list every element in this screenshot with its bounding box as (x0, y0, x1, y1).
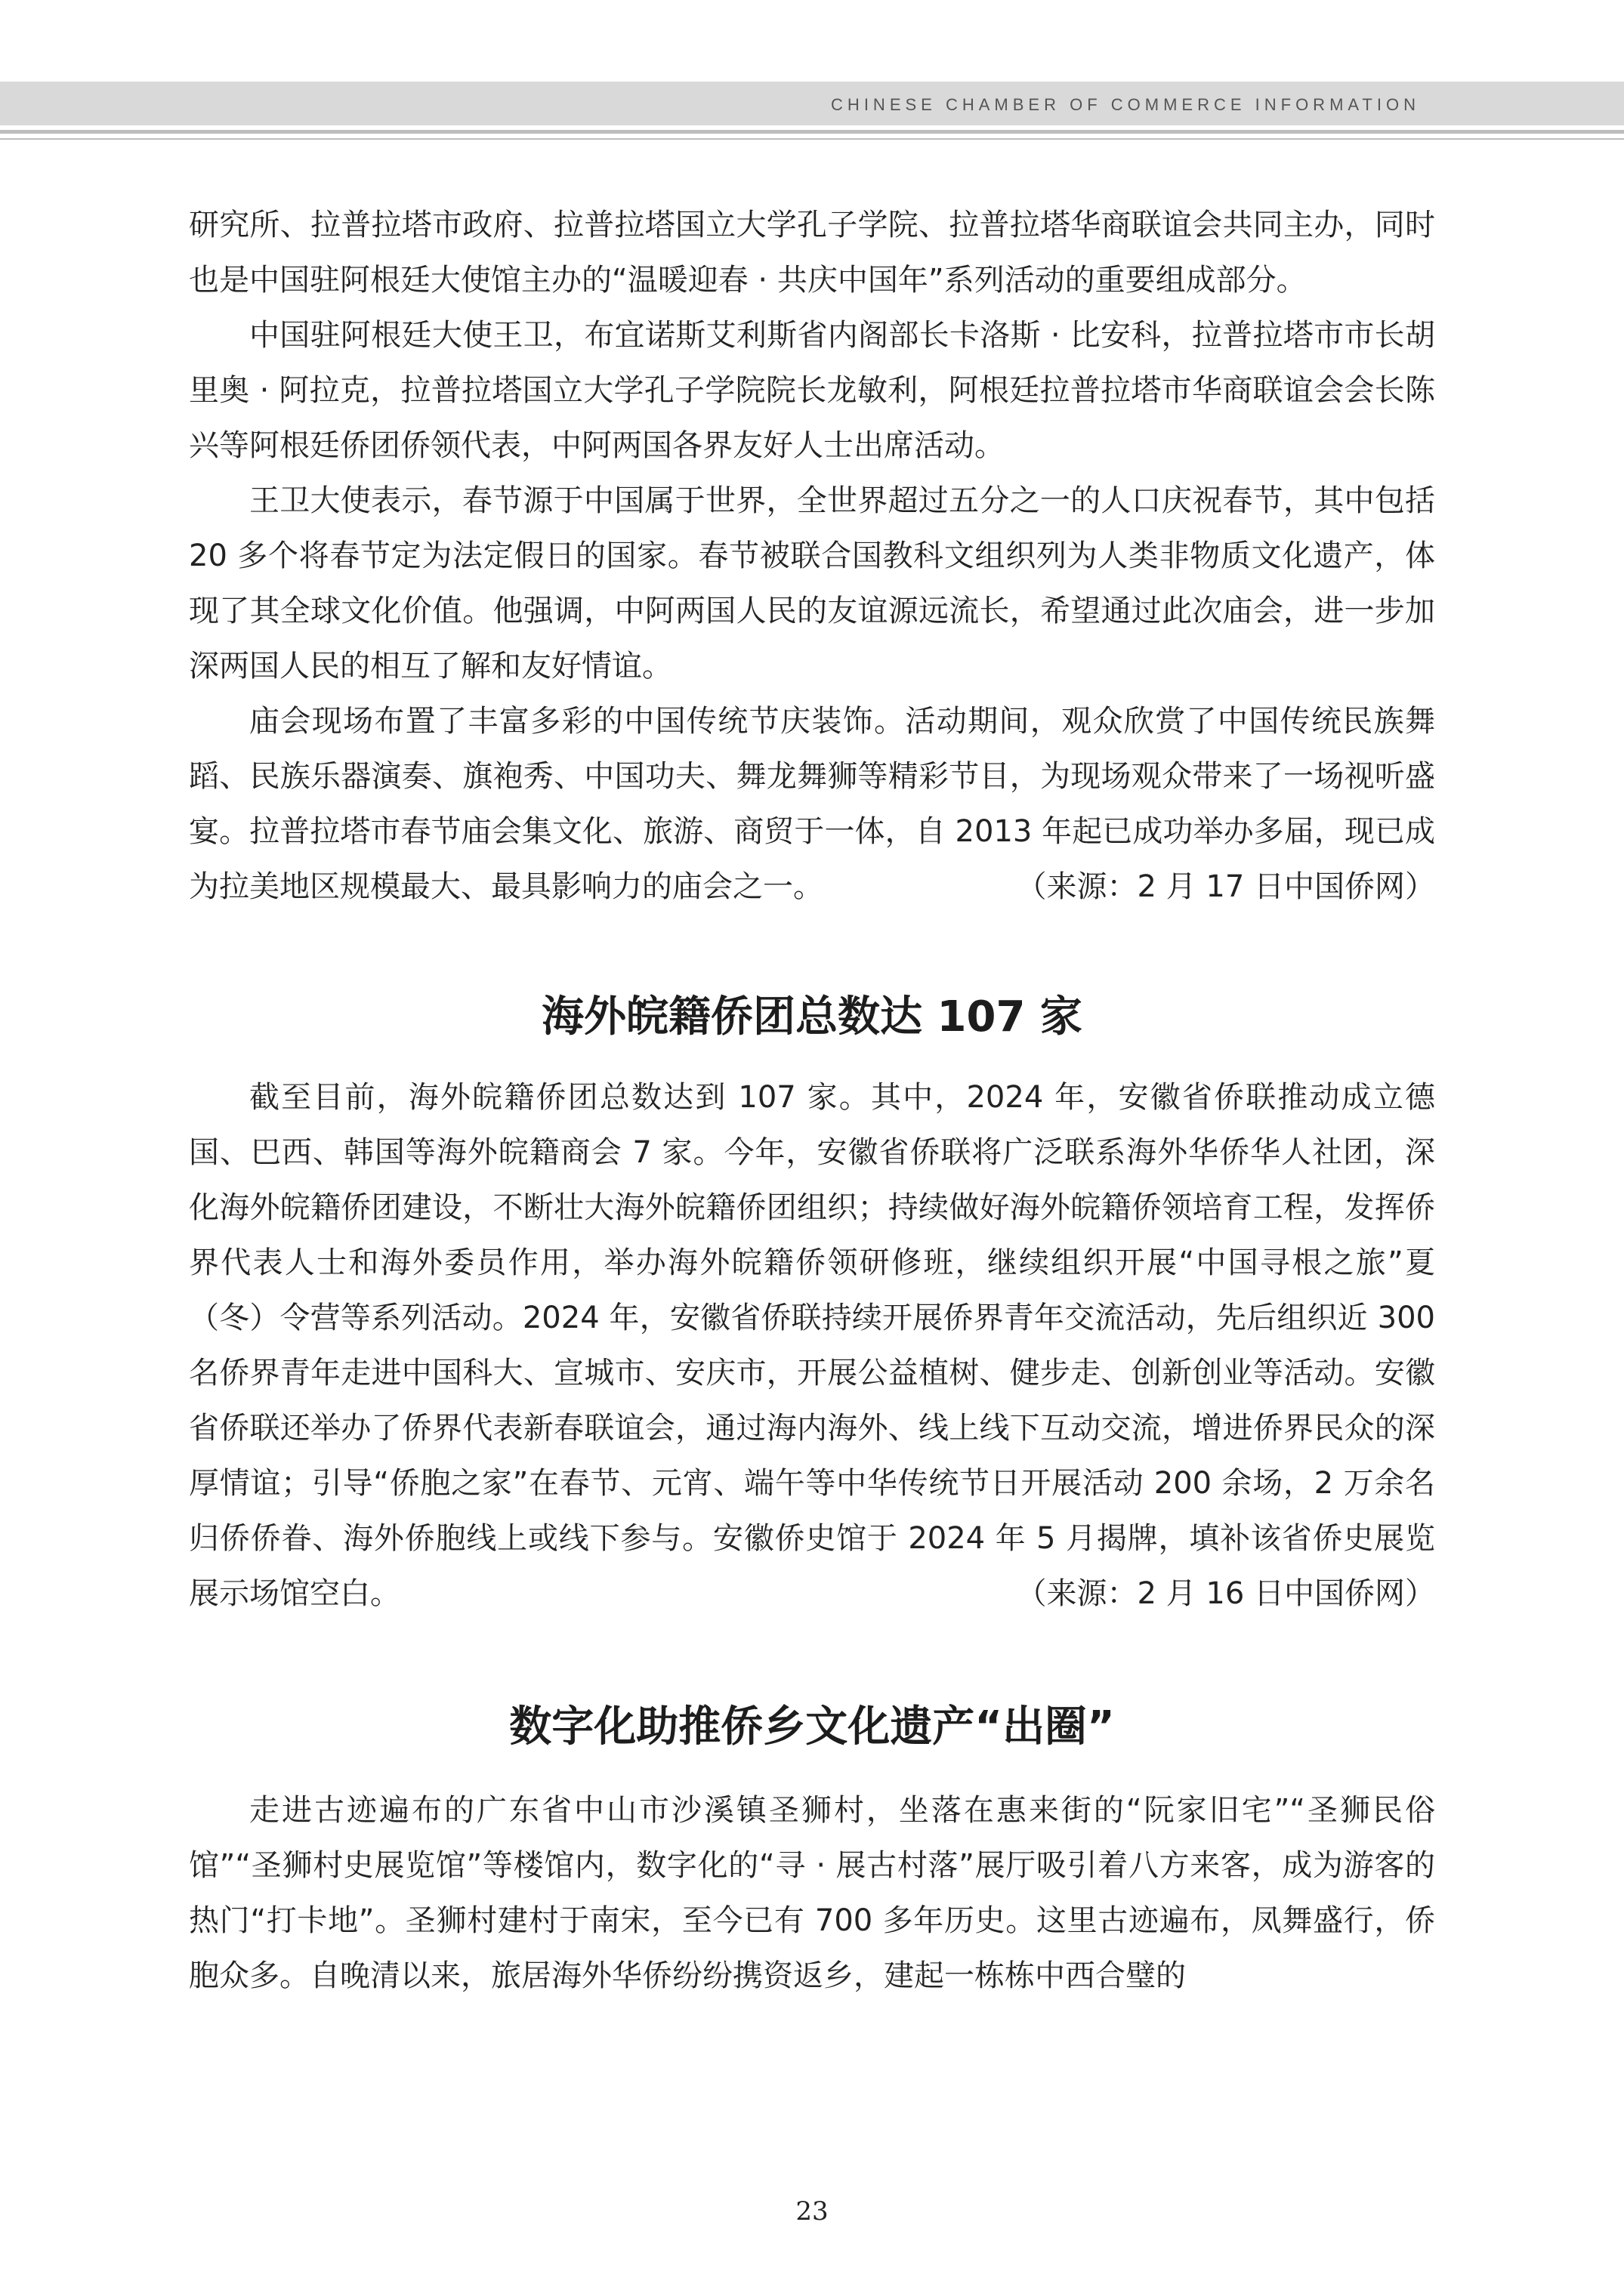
article-1-paragraph-2: 中国驻阿根廷大使王卫，布宜诺斯艾利斯省内阁部长卡洛斯 · 比安科，拉普拉塔市市长胡里奥 · 阿拉克，拉普拉塔国立大学孔子学院院长龙敏利，阿根廷拉普拉塔市华商联谊会会长陈兴等阿根廷侨团侨领代表，中阿两国各界友好人士出席活动。 (189, 318, 1435, 463)
article-1-paragraph-3: 王卫大使表示，春节源于中国属于世界，全世界超过五分之一的人口庆祝春节，其中包括 20 多个将春节定为法定假日的国家。春节被联合国教科文组织列为人类非物质文化遗产，体现了其全球文化价值。他强调，中阿两国人民的友谊源远流长，希望通过此次庙会，进一步加深两国人民的相互了解和友好情谊。 (189, 483, 1435, 684)
page-content (189, 198, 1435, 2004)
article-1-source: （来源：2 月 17 日中国侨网） (1016, 869, 1435, 904)
article-2-source: （来源：2 月 16 日中国侨网） (1016, 1576, 1435, 1611)
article-1-paragraph-4: 庙会现场布置了丰富多彩的中国传统节庆装饰。活动期间，观众欣赏了中国传统民族舞蹈、民族乐器演奏、旗袍秀、中国功夫、舞龙舞狮等精彩节目，为现场观众带来了一场视听盛宴。拉普拉塔市春节庙会集文化、旅游、商贸于一体，自 2013 年起已成功举办多届，现已成为拉美地区规模最大、最具影响力的庙会之一。 (189, 704, 1435, 904)
article-3-title: 数字化助推侨乡文化遗产“出圈” (509, 1702, 1115, 1751)
header-rule-thin (0, 138, 1624, 140)
publication-name: CHINESE CHAMBER OF COMMERCE INFORMATION (831, 95, 1420, 114)
article-1-paragraph-1: 研究所、拉普拉塔市政府、拉普拉塔国立大学孔子学院、拉普拉塔华商联谊会共同主办，同时也是中国驻阿根廷大使馆主办的“温暖迎春 · 共庆中国年”系列活动的重要组成部分。 (189, 208, 1435, 298)
page-number: 23 (795, 2196, 829, 2227)
article-2-title: 海外皖籍侨团总数达 107 家 (542, 992, 1082, 1042)
article-3-paragraph-1: 走进古迹遍布的广东省中山市沙溪镇圣狮村，坐落在惠来街的“阮家旧宅”“圣狮民俗馆”“圣狮村史展览馆”等楼馆内，数字化的“寻 · 展古村落”展厅吸引着八方来客，成为游客的热门“打卡地”。圣狮村建村于南宋，至今已有 700 多年历史。这里古迹遍布，凤舞盛行，侨胞众多。自晚清以来，旅居海外华侨纷纷携资返乡，建起一栋栋中西合璧的 (189, 1793, 1435, 1993)
header-rule (0, 130, 1624, 134)
article-2-paragraph-1: 截至目前，海外皖籍侨团总数达到 107 家。其中，2024 年，安徽省侨联推动成立德国、巴西、韩国等海外皖籍商会 7 家。今年，安徽省侨联将广泛联系海外华侨华人社团，深化海外皖籍侨团建设，不断壮大海外皖籍侨团组织；持续做好海外皖籍侨领培育工程，发挥侨界代表人士和海外委员作用，举办海外皖籍侨领研修班，继续组织开展“中国寻根之旅”夏（冬）令营等系列活动。2024 年，安徽省侨联持续开展侨界青年交流活动，先后组织近 300 名侨界青年走进中国科大、宣城市、安庆市，开展公益植树、健步走、创新创业等活动。安徽省侨联还举办了侨界代表新春联谊会，通过海内海外、线上线下互动交流，增进侨界民众的深厚情谊；引导“侨胞之家”在春节、元宵、端午等中华传统节日开展活动 200 余场，2 万余名归侨侨眷、海外侨胞线上或线下参与。安徽侨史馆于 2024 年 5 月揭牌，填补该省侨史展览展示场馆空白。 (189, 1080, 1435, 1611)
